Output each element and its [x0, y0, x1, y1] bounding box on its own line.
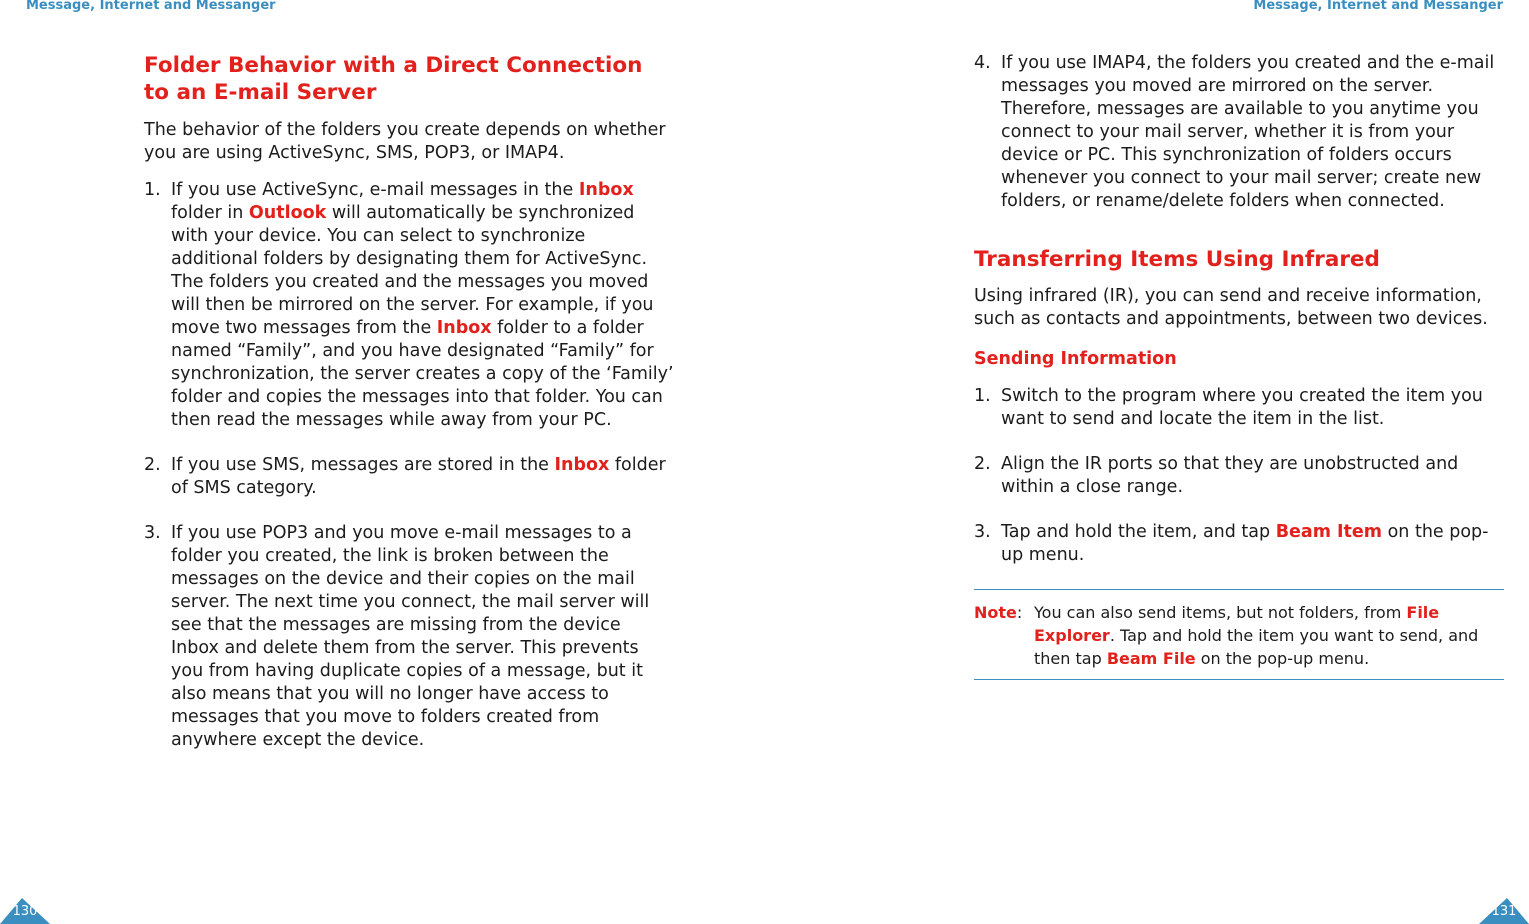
list-number: 3.	[974, 522, 991, 542]
note-label-text: Note	[974, 603, 1017, 622]
right-page-content	[974, 52, 1504, 680]
text-run: folder in	[171, 203, 249, 223]
list-item	[144, 522, 674, 752]
text-run: If you use SMS, messages are stored in the	[171, 455, 555, 475]
text-run: will automatically be synchronized with your device. You can select to synchronize additional folders by designating them for ActiveSync. The folders you created and the messages you moved will then be mirrored on the server. For example, if you move two messages from the	[171, 203, 654, 338]
sending-steps-list	[974, 385, 1504, 567]
text-run: You can also send items, but not folders, from	[1034, 603, 1407, 622]
text-run: . Tap and hold the item you want to send, and then tap	[1034, 626, 1479, 668]
list-number: 3.	[144, 523, 161, 543]
folder-behavior-list-continued	[974, 52, 1504, 213]
text-run: If you use IMAP4, the folders you created and the e-mail messages you moved are mirrored on the server. Therefore, messages are available to you anytime you connect to your mail server, whether it is from your device or PC. This synchronization of folders occurs whenever you connect to your mail server; create new folders, or rename/delete folders when connected.	[1001, 53, 1495, 211]
list-item	[974, 52, 1504, 213]
text-run: If you use ActiveSync, e-mail messages in the	[171, 180, 579, 200]
page-number-right: 131	[1491, 904, 1517, 919]
text-run: folder to a folder named “Family”, and you have designated “Family” for synchronization, the server creates a copy of the ‘Family’ folder and copies the messages into that folder. You can then read the messages while away from your PC.	[171, 318, 674, 430]
left-page-content	[144, 52, 674, 774]
text-run: on the pop-up menu.	[1195, 649, 1370, 668]
page-number-tab-right	[1479, 898, 1529, 924]
list-number: 1.	[974, 386, 991, 406]
text-run: If you use POP3 and you move e-mail messages to a folder you created, the link is broken between the messages on the device and their copies on the mail server. The next time you connect, the mail server will see that the messages are missing from the device Inbox and delete them from the server. This prevents you from having duplicate copies of a message, but it also means that you will no longer have access to messages that you move to folders created from anywhere except the device.	[171, 523, 650, 750]
section-title-infrared: Transferring Items Using Infrared	[974, 247, 1380, 272]
subsection-title-sending: Sending Information	[974, 349, 1177, 369]
text-run: Switch to the program where you created the item you want to send and locate the item in the list.	[1001, 386, 1483, 429]
text-run: folder of SMS category.	[171, 455, 666, 498]
list-item	[974, 385, 1504, 431]
list-number: 4.	[974, 53, 991, 73]
note-box	[974, 589, 1504, 680]
section-title-folder-behavior: Folder Behavior with a Direct Connection to an E-mail Server	[144, 53, 643, 105]
outlook-term: Outlook	[248, 203, 327, 223]
infrared-intro: Using infrared (IR), you can send and receive information, such as contacts and appointments, between two devices.	[974, 286, 1488, 329]
list-item	[974, 521, 1504, 567]
list-number: 2.	[144, 455, 161, 475]
text-run: on the pop-up menu.	[1001, 522, 1489, 565]
list-item	[974, 453, 1504, 499]
note-label	[974, 601, 1022, 624]
text-run: Align the IR ports so that they are unobstructed and within a close range.	[1001, 454, 1459, 497]
beam-file-term: Beam File	[1106, 649, 1196, 668]
inbox-term: Inbox	[436, 318, 492, 338]
running-header-right: Message, Internet and Messanger	[1253, 0, 1503, 13]
inbox-term: Inbox	[554, 455, 610, 475]
inbox-term: Inbox	[578, 180, 634, 200]
list-number: 1.	[144, 180, 161, 200]
list-item	[144, 179, 674, 432]
list-item	[144, 454, 674, 500]
folder-behavior-list	[144, 179, 674, 752]
running-header-left: Message, Internet and Messanger	[26, 0, 276, 13]
beam-item-term: Beam Item	[1275, 522, 1383, 542]
text-run: Tap and hold the item, and tap	[1001, 522, 1276, 542]
page-number-left: 130	[12, 904, 38, 919]
intro-paragraph: The behavior of the folders you create depends on whether you are using ActiveSync, SMS, POP3, or IMAP4.	[144, 120, 666, 163]
list-number: 2.	[974, 454, 991, 474]
page-number-tab-left	[0, 898, 50, 924]
note-colon: :	[1016, 603, 1023, 622]
file-explorer-term: File Explorer	[1034, 603, 1440, 645]
